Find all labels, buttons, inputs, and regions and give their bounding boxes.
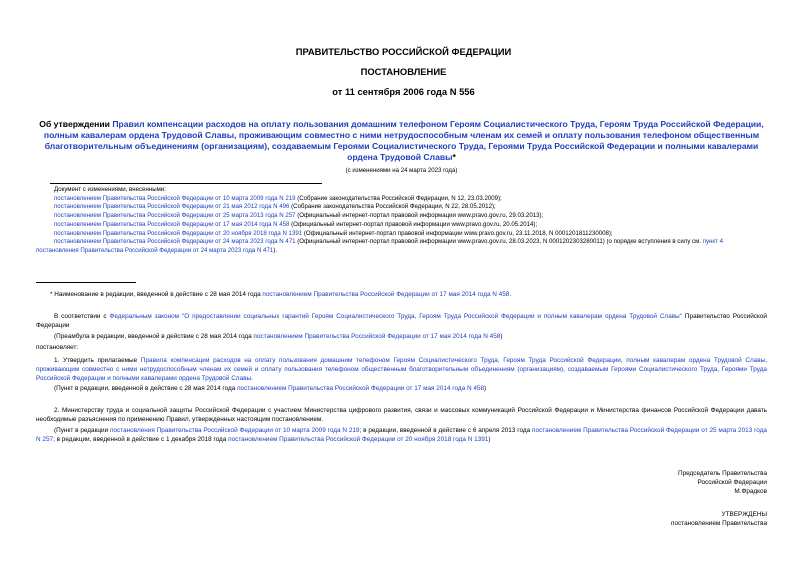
amendment-item: постановлением Правительства Российской Федерации от 10 марта 2009 года N 219 (Собрание законодательства Российской Федерации, N 12, 23.03.2009); (54, 194, 502, 202)
amendment-link[interactable]: постановлением Правительства Российской Федерации от 24 марта 2023 года N 471 (54, 238, 296, 246)
preamble-note: (Преамбула в редакции, введенной в действие с 28 мая 2014 года постановлением Правительства Российской Федерации от 17 мая 2014 года N 458) (54, 333, 503, 340)
amendment-link[interactable]: постановлением Правительства Российской Федерации от 25 марта 2013 года N 257 (54, 212, 296, 220)
amendment-item: постановлением Правительства Российской Федерации от 21 мая 2012 года N 496 (Собрание законодательства Российской Федерации, N 22, 28.05.2012); (54, 203, 496, 211)
title-rules-link[interactable]: Правил компенсации расходов на оплату пользования домашним телефоном Героям Социалистического Труда, Героям Труда Российской Федерации, полным кавалерам ордена Трудовой Славы, проживающим совместно с ними нетрудоспособным членам их семей и оплату пользования телефоном общественным благотворительным объединениям (организациям), создаваемым Героями Социалистического Труда, Героями Труда Российской Федерации и полными кавалерами ордена Трудовой Славы (43, 119, 764, 162)
amendment-link[interactable]: постановлением Правительства Российской Федерации от 10 марта 2009 года N 219 (54, 194, 296, 202)
amendment-link[interactable]: постановлением Правительства Российской Федерации от 17 мая 2014 года N 458 (54, 220, 290, 228)
amendment-item: постановлением Правительства Российской Федерации от 25 марта 2013 года N 257 (Официальный интернет-портал правовой информации www.pravo.gov.ru, 29.03.2013); (54, 212, 544, 220)
amendment-link[interactable]: постановлением Правительства Российской Федерации от 21 мая 2012 года N 496 (54, 203, 290, 211)
item-2-note-link-2013[interactable]: постановлением Правительства Российской Федерации от 25 марта 2013 года N 257 (36, 427, 767, 443)
title-prefix: Об утверждении (39, 119, 113, 129)
signature-position: Председатель Правительства (678, 470, 767, 477)
amendments-block (36, 186, 767, 256)
approved-by: постановлением Правительства (671, 520, 767, 527)
document-date-number: от 11 сентября 2006 года N 556 (332, 86, 475, 97)
title-suffix: * (452, 152, 456, 162)
government-heading: ПРАВИТЕЛЬСТВО РОССИЙСКОЙ ФЕДЕРАЦИИ (295, 46, 512, 57)
approved-heading: УТВЕРЖДЕНЫ (721, 511, 767, 518)
amendment-entry-into-force-link[interactable]: пункт 4 постановления Правительства Российской Федерации от 24 марта 2023 года N 471 (36, 238, 724, 254)
item-1-rules-link[interactable]: Правила компенсации расходов на оплату пользования домашним телефоном Героям Социалистического Труда, Героям Труда Российской Федерации, полным кавалерам ордена Трудовой Славы, проживающим совместно с ними нетрудоспособным членам их семей и оплату пользования телефоном общественным благотворительным объединениям (организациям), создаваемым Героями Социалистического Труда, Героями Труда Российской Федерации и полными кавалерами ордена Трудовой Славы (36, 357, 767, 382)
item-2-note: (Пункт в редакции постановления Правительства Российской Федерации от 10 марта 2009 года N 219; в редакции, введенной в действие с 6 апреля 2013 года постановлением Правительства Российской Федерации от 25 марта 2013 года N 257; в редакции, введенной в действие с 1 декабря 2018 года постановлением Правительства Российской Федерации от 20 ноября 2018 года N 1391) (36, 427, 767, 443)
item-1: 1. Утвердить прилагаемые Правила компенсации расходов на оплату пользования домашним телефоном Героям Социалистического Труда, Героям Труда Российской Федерации, полным кавалерам ордена Трудовой Славы, проживающим совместно с ними нетрудоспособным членам их семей и оплату пользования телефоном общественным благотворительным объединениям (организациям), создаваемым Героями Социалистического Труда, Героями Труда Российской Федерации и полными кавалерами ордена Трудовой Славы. (36, 357, 767, 382)
item-2: 2. Министерству труда и социальной защиты Российской Федерации с участием Министерства цифрового развития, связи и массовых коммуникаций Российской Федерации и Министерства финансов Российской Федерации давать необходимые разъяснения по применению Правил, утвержденных настоящим постановлением. (36, 407, 767, 423)
amendment-link[interactable]: постановлением Правительства Российской Федерации от 20 ноября 2018 года N 1391 (54, 229, 303, 237)
signature-organization: Российской Федерации (697, 479, 767, 486)
amendments-heading: Документ с изменениями, внесенными: (54, 186, 166, 193)
item-2-note-link-2009[interactable]: постановления Правительства Российской Федерации от 10 марта 2009 года N 219 (110, 427, 360, 434)
federal-law-link[interactable]: Федеральным законом "О предоставлении социальных гарантий Героям Социалистического Труда, Героям Труда Российской Федерации и полным кавалерам ордена Трудовой Славы" (109, 313, 683, 320)
item-2-note-link-2018[interactable]: постановлением Правительства Российской Федерации от 20 ноября 2018 года N 1391 (228, 436, 489, 443)
document-title (36, 119, 767, 163)
footnote: * Наименование в редакции, введенной в действие с 28 мая 2014 года постановлением Правительства Российской Федерации от 17 мая 2014 года N 458. (50, 291, 512, 298)
signature-block (678, 469, 767, 496)
amendment-item: постановлением Правительства Российской Федерации от 24 марта 2023 года N 471 (Официальный интернет-портал правовой информации www.pravo.gov.ru, 28.03.2023, N 0001202303280011) (о порядке вступления в силу см. пункт 4 постановления Правительства Российской Федерации от 24 марта 2023 года N 471). (36, 238, 724, 254)
amendments-top-rule (50, 183, 322, 184)
decides-text: постановляет: (36, 344, 79, 351)
preamble-note-link[interactable]: постановлением Правительства Российской Федерации от 17 мая 2014 года N 458 (253, 333, 501, 340)
changes-note: (с изменениями на 24 марта 2023 года) (345, 167, 458, 174)
document-type: ПОСТАНОВЛЕНИЕ (360, 66, 447, 77)
footnote-link[interactable]: постановлением Правительства Российской Федерации от 17 мая 2014 года N 458 (262, 291, 510, 298)
amendment-item: постановлением Правительства Российской Федерации от 17 мая 2014 года N 458 (Официальный интернет-портал правовой информации www.pravo.gov.ru, 20.05.2014); (54, 220, 538, 228)
item-1-note-link[interactable]: постановлением Правительства Российской Федерации от 17 мая 2014 года N 458 (237, 385, 485, 392)
signature-name: М.Фрадков (734, 488, 767, 495)
item-1-note: (Пункт в редакции, введенной в действие с 28 мая 2014 года постановлением Правительства Российской Федерации от 17 мая 2014 года N 458) (54, 385, 487, 392)
preamble: В соответствии с Федеральным законом "О предоставлении социальных гарантий Героям Социалистического Труда, Героям Труда Российской Федерации и полным кавалерам ордена Трудовой Славы" Правительство Российской Федерации (36, 313, 767, 329)
amendment-item: постановлением Правительства Российской Федерации от 20 ноября 2018 года N 1391 (Официальный интернет-портал правовой информации www.pravo.gov.ru, 23.11.2018, N 0001201811230008); (54, 229, 613, 237)
footnote-rule (36, 282, 136, 283)
approved-block (671, 510, 767, 528)
